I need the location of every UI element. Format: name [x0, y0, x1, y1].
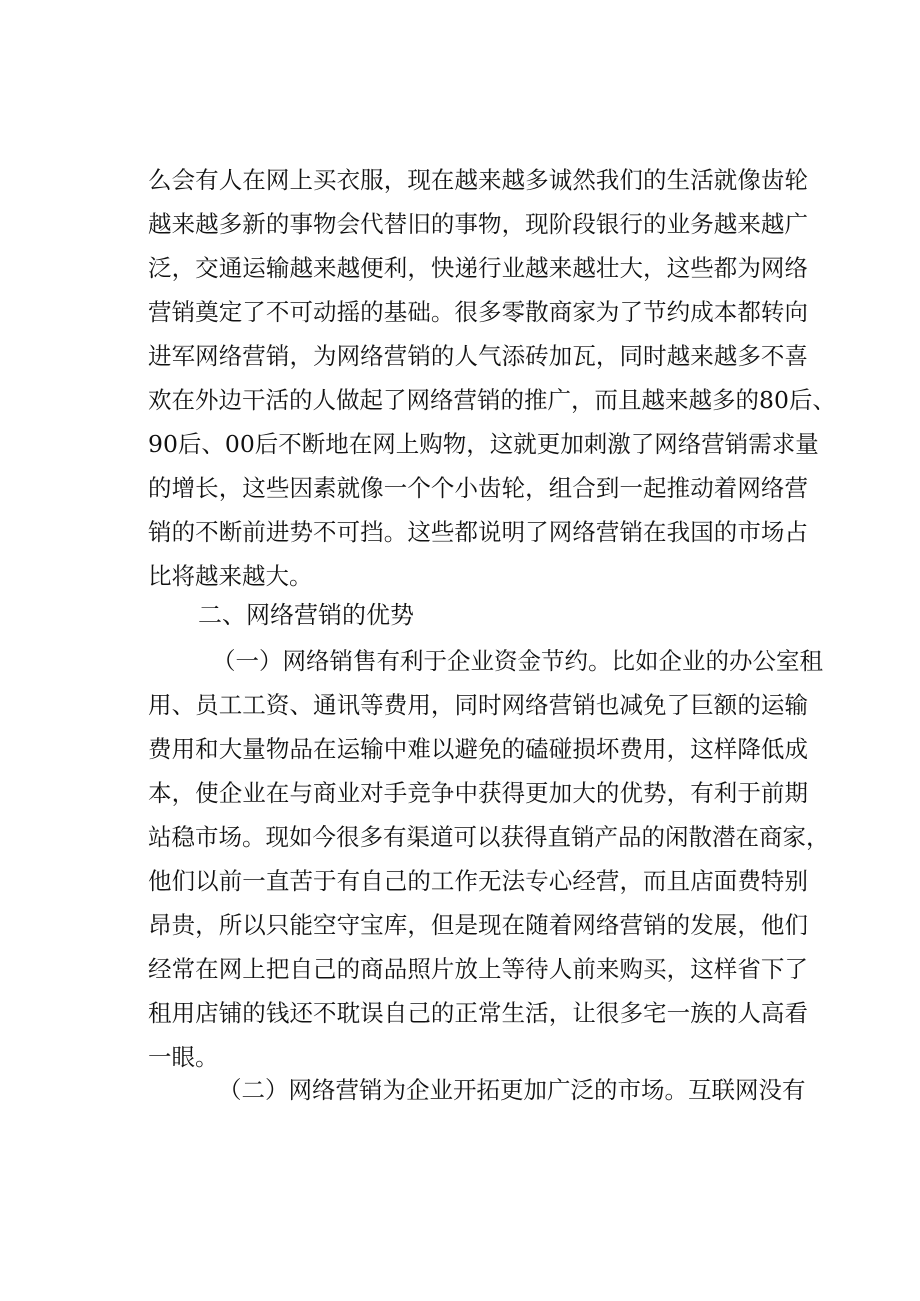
paragraph-2-line-7: 昂贵，所以只能空守宝库，但是现在随着网络营销的发展，他们 — [148, 911, 808, 939]
paragraph-2-line-3: 费用和大量物品在运输中难以避免的磕碰损坏费用，这样降低成 — [148, 735, 808, 763]
paragraph-2-line-4: 本，使企业在与商业对手竞争中获得更加大的优势，有利于前期 — [148, 779, 808, 807]
paragraph-1-line-7: 90后、00后不断地在网上购物，这就更加刺激了网络营销需求量 — [148, 430, 819, 458]
paragraph-2-line-6: 他们以前一直苦于有自己的工作无法专心经营，而且店面费特别 — [148, 867, 808, 895]
paragraph-1-line-1: 么会有人在网上买衣服，现在越来越多诚然我们的生活就像齿轮 — [148, 166, 808, 194]
paragraph-2-line-2: 用、员工工资、通讯等费用，同时网络营销也减免了巨额的运输 — [148, 691, 808, 719]
section-heading: 二、网络营销的优势 — [198, 601, 414, 629]
paragraph-2-line-9: 租用店铺的钱还不耽误自己的正常生活，让很多宅一族的人高看 — [148, 999, 808, 1027]
paragraph-3-line-1: （二）网络营销为企业开拓更加广泛的市场。互联网没有 — [218, 1076, 806, 1104]
paragraph-2-line-8: 经常在网上把自己的商品照片放上等待人前来购买，这样省下了 — [148, 955, 808, 983]
paragraph-1-line-6: 欢在外边干活的人做起了网络营销的推广，而且越来越多的80后、 — [148, 386, 836, 414]
paragraph-2-line-1: （一）网络销售有利于企业资金节约。比如企业的办公室租 — [212, 647, 823, 675]
paragraph-1-line-3: 泛，交通运输越来越便利，快递行业越来越壮大，这些都为网络 — [148, 254, 808, 282]
paragraph-1-line-5: 进军网络营销，为网络营销的人气添砖加瓦，同时越来越多不喜 — [148, 342, 808, 370]
paragraph-1-line-10: 比将越来越大。 — [148, 562, 313, 590]
paragraph-1-line-9: 销的不断前进势不可挡。这些都说明了网络营销在我国的市场占 — [148, 518, 808, 546]
paragraph-2-line-10: 一眼。 — [148, 1043, 219, 1071]
paragraph-1-line-4: 营销奠定了不可动摇的基础。很多零散商家为了节约成本都转向 — [148, 298, 808, 326]
paragraph-1-line-8: 的增长，这些因素就像一个个小齿轮，组合到一起推动着网络营 — [148, 474, 808, 502]
paragraph-1-line-2: 越来越多新的事物会代替旧的事物，现阶段银行的业务越来越广 — [148, 210, 808, 238]
paragraph-2-line-5: 站稳市场。现如今很多有渠道可以获得直销产品的闲散潜在商家， — [148, 823, 830, 851]
